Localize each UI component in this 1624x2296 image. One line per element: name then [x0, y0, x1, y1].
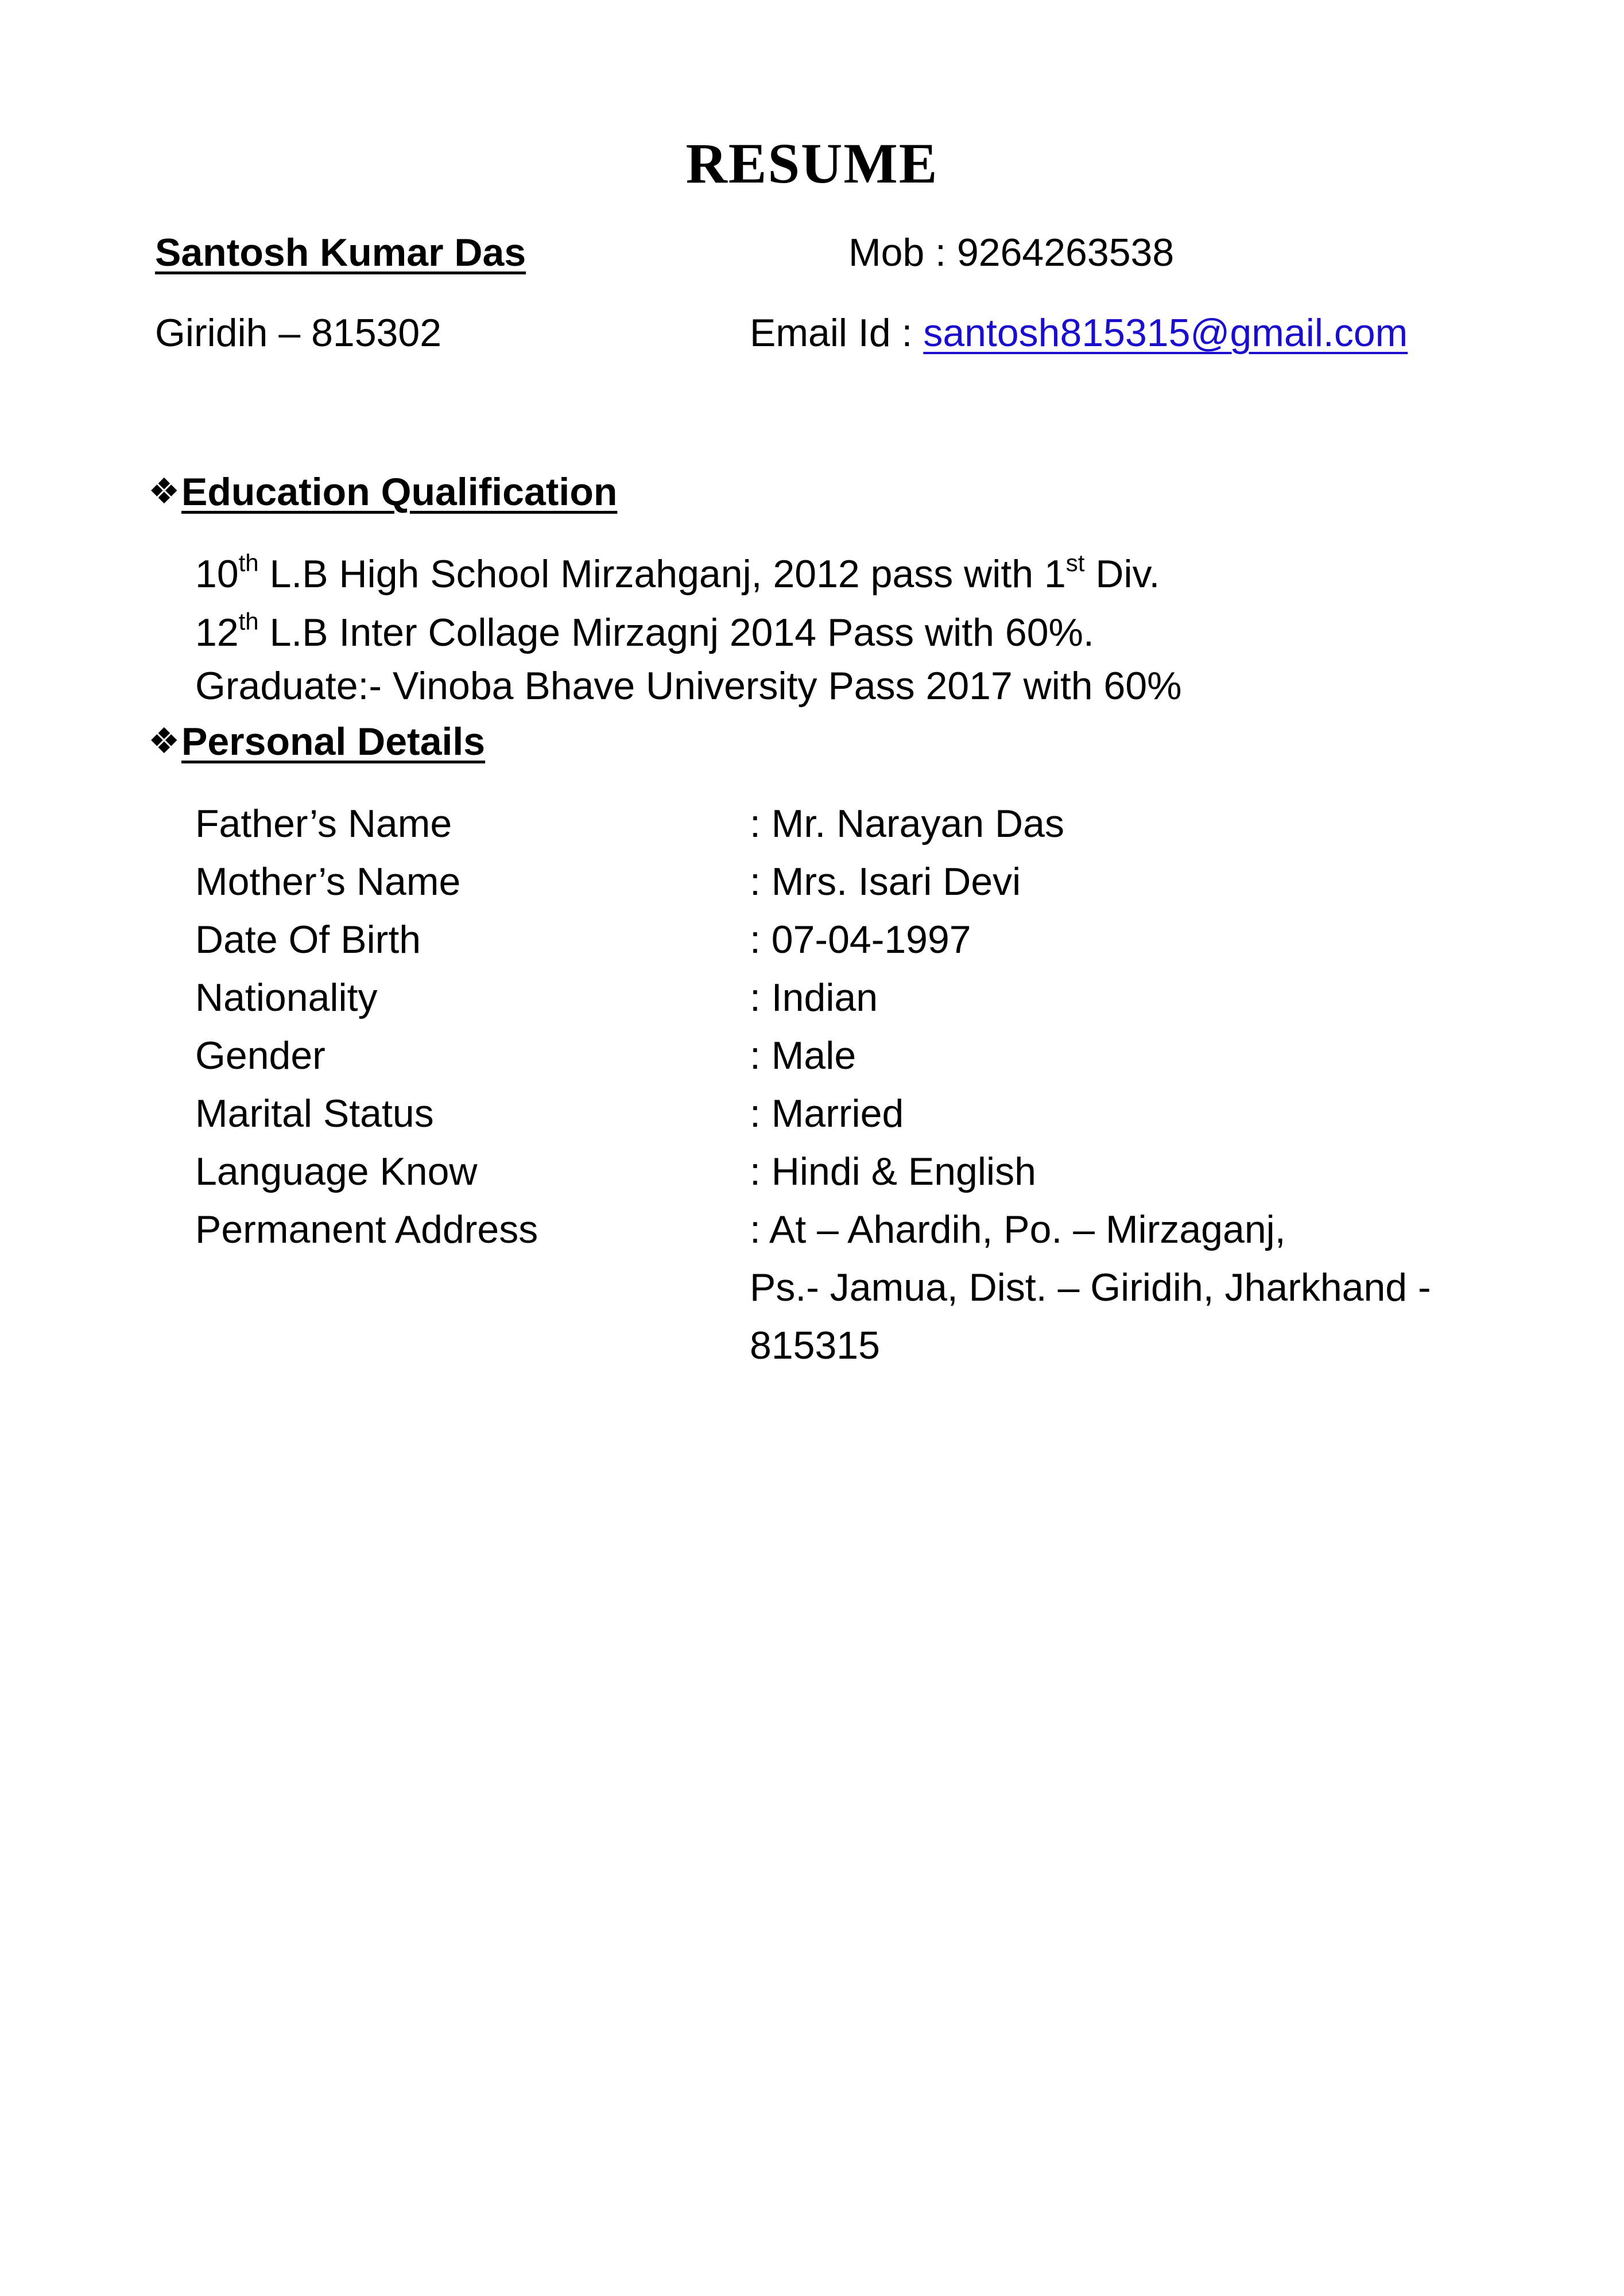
value-mother-name: : Mrs. Isari Devi	[750, 860, 1021, 903]
education-line-graduate: Graduate:- Vinoba Bhave University Pass 2017 with 60%	[195, 664, 1182, 708]
label-date-of-birth: Date Of Birth	[195, 918, 421, 961]
value-permanent-address-line3: 815315	[750, 1324, 880, 1367]
value-father-name: : Mr. Narayan Das	[750, 802, 1064, 846]
label-language-know: Language Know	[195, 1150, 478, 1193]
value-gender: : Male	[750, 1034, 856, 1077]
address-pin: Giridih – 815302	[155, 311, 442, 355]
mobile-label: Mob :	[848, 231, 957, 274]
label-permanent-address: Permanent Address	[195, 1208, 538, 1251]
diamond-bullet-icon: ❖	[148, 472, 180, 511]
label-marital-status: Marital Status	[195, 1092, 434, 1135]
candidate-name: Santosh Kumar Das	[155, 231, 526, 274]
value-nationality: : Indian	[750, 976, 878, 1019]
mobile-number: 9264263538	[956, 231, 1175, 274]
value-permanent-address: : At – Ahardih, Po. – Mirzaganj,	[750, 1208, 1286, 1251]
value-marital-status: : Married	[750, 1092, 904, 1135]
label-mother-name: Mother’s Name	[195, 860, 461, 903]
personal-heading	[148, 716, 485, 767]
label-father-name: Father’s Name	[195, 802, 452, 846]
personal-heading-text: Personal Details	[181, 720, 486, 763]
education-line-12th: 12th L.B Inter Collage Mirzagnj 2014 Pass with 60%.	[195, 608, 1094, 654]
value-date-of-birth: : 07-04-1997	[750, 918, 971, 961]
education-line-10th: 10th L.B High School Mirzahganj, 2012 pass with 1st Div.	[195, 549, 1160, 596]
email-info	[750, 307, 1408, 359]
email-label: Email Id :	[750, 311, 924, 355]
education-heading-text: Education Qualification	[181, 470, 618, 514]
label-gender: Gender	[195, 1034, 325, 1077]
email-link[interactable]: santosh815315@gmail.com	[923, 311, 1408, 355]
value-permanent-address-line2: Ps.- Jamua, Dist. – Giridih, Jharkhand -	[750, 1266, 1431, 1309]
education-heading	[148, 466, 617, 518]
diamond-bullet-icon: ❖	[148, 722, 180, 761]
page-title: RESUME	[685, 131, 939, 195]
label-nationality: Nationality	[195, 976, 378, 1019]
value-language-know: : Hindi & English	[750, 1150, 1036, 1193]
mobile-info	[848, 227, 1174, 278]
